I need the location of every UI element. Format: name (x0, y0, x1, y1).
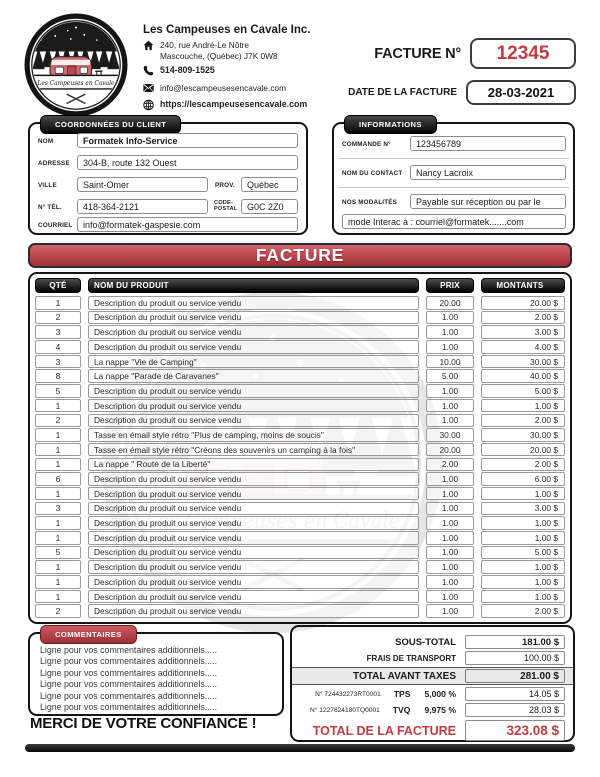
row-price: 1.00 (426, 546, 474, 560)
row-qty: 1 (35, 516, 81, 530)
table-row (35, 311, 565, 325)
table-row (35, 325, 565, 339)
row-product: Description du produit ou service vendu (88, 296, 419, 310)
row-qty: 1 (35, 560, 81, 574)
client-code-postal-field: G0C 2Z0 (241, 199, 298, 214)
comment-line: Ligne pour vos commentaires additionnels..... (40, 679, 218, 690)
row-price: 1.00 (426, 516, 474, 530)
comments-section-title: COMMENTAIRES (40, 625, 137, 644)
row-amount: 5.00 $ (481, 384, 565, 398)
row-qty: 2 (35, 604, 81, 618)
modalites-field-line2: mode Interac à : courriel@formatek.......com (342, 214, 566, 229)
table-row (35, 546, 565, 560)
company-email-row (143, 83, 358, 94)
row-product: Description du produit ou service vendu (88, 560, 419, 574)
row-product: Description du produit ou service vendu (88, 531, 419, 545)
transport-value: 100.00 $ (465, 651, 565, 665)
table-row (35, 516, 565, 530)
client-tel-label: N° TÉL. (38, 204, 62, 211)
grand-total-label: TOTAL DE LA FACTURE (312, 723, 456, 738)
grand-total-row (292, 720, 573, 741)
table-header-row (35, 278, 565, 293)
comment-line: Ligne pour vos commentaires additionnels..... (40, 690, 218, 701)
divider (338, 158, 569, 159)
sous-total-value: 181.00 $ (465, 635, 565, 649)
row-amount: 1.00 $ (481, 531, 565, 545)
comments-lines (40, 645, 272, 713)
row-product: Description du produit ou service vendu (88, 487, 419, 501)
tvq-rate: 9,975 % (424, 705, 456, 715)
row-qty: 2 (35, 311, 81, 325)
row-product: La nappe "Parade de Caravanes" (88, 369, 419, 383)
row-qty: 1 (35, 575, 81, 589)
row-qty: 1 (35, 443, 81, 457)
header-qty: QTÉ (35, 278, 81, 293)
client-adresse-label: ADRESSE (38, 160, 70, 167)
table-row (35, 296, 565, 310)
row-price: 1.00 (426, 531, 474, 545)
row-product: Tasse en émail style rétro "Créons des souvenirs un camping à la fois" (88, 443, 419, 457)
row-qty: 1 (35, 428, 81, 442)
tps-registration: N° 724432273RT0001 (315, 690, 381, 698)
row-product: Description du produit ou service vendu (88, 516, 419, 530)
divider (338, 187, 569, 188)
client-section-title: COORDONNÉES DU CLIENT (40, 115, 181, 134)
row-price: 10.00 (426, 355, 474, 369)
row-product: La nappe " Route de la Liberté" (88, 458, 419, 472)
client-nom-label: NOM (38, 138, 54, 145)
envelope-icon (143, 83, 154, 93)
tvq-value: 28.03 $ (465, 703, 565, 717)
avant-taxes-label: TOTAL AVANT TAXES (353, 670, 456, 682)
invoice-date-label: DATE DE LA FACTURE (348, 87, 457, 98)
invoice-meta (336, 38, 576, 116)
transport-label: FRAIS DE TRANSPORT (366, 653, 456, 663)
row-qty: 1 (35, 458, 81, 472)
client-code-postal-label: CODE- POSTAL (214, 200, 238, 212)
row-price: 30.00 (426, 428, 474, 442)
row-product: La nappe "Vie de Camping" (88, 355, 419, 369)
totals-box (290, 625, 575, 742)
commande-label: COMMANDE N° (342, 141, 391, 148)
table-row (35, 428, 565, 442)
row-amount: 5.00 $ (481, 546, 565, 560)
bottom-bar (25, 744, 575, 752)
row-amount: 2.00 $ (481, 414, 565, 428)
tvq-name: TVQ (392, 705, 411, 715)
table-row (35, 487, 565, 501)
row-price: 1.00 (426, 311, 474, 325)
client-adresse-field: 304-B, route 132 Ouest (77, 155, 298, 170)
table-row (35, 355, 565, 369)
table-row (35, 369, 565, 383)
row-price: 1.00 (426, 502, 474, 516)
row-price: 1.00 (426, 560, 474, 574)
contact-label: NOM DU CONTACT (342, 170, 403, 177)
table-row (35, 604, 565, 618)
facture-banner: FACTURE (28, 243, 572, 268)
row-amount: 3.00 $ (481, 502, 565, 516)
row-price: 1.00 (426, 414, 474, 428)
company-logo (24, 13, 128, 117)
table-row (35, 399, 565, 413)
row-qty: 6 (35, 472, 81, 486)
comment-line: Ligne pour vos commentaires additionnels..... (40, 667, 218, 678)
row-price: 5.00 (426, 369, 474, 383)
comments-box (28, 632, 284, 716)
informations-section-title: INFORMATIONS (344, 115, 437, 134)
row-amount: 40.00 $ (481, 369, 565, 383)
row-qty: 1 (35, 399, 81, 413)
row-amount: 2.00 $ (481, 604, 565, 618)
globe-icon (143, 99, 154, 111)
company-address-line2: Mascouche, (Québec) J7K 0W8 (160, 50, 278, 61)
row-product: Description du produit ou service vendu (88, 325, 419, 339)
row-product: Description du produit ou service vendu (88, 311, 419, 325)
table-row (35, 590, 565, 604)
row-qty: 3 (35, 502, 81, 516)
informations-box (332, 122, 575, 235)
modalites-label: NOS MODALITÉS (342, 199, 398, 206)
row-amount: 4.00 $ (481, 340, 565, 354)
row-qty: 4 (35, 340, 81, 354)
row-product: Description du produit ou service vendu (88, 384, 419, 398)
header-product: NOM DU PRODUIT (88, 278, 419, 293)
comment-line: Ligne pour vos commentaires additionnels..... (40, 645, 218, 655)
sous-total-label: SOUS-TOTAL (395, 636, 456, 648)
invoice-number-value: 12345 (470, 38, 576, 69)
row-amount: 6.00 $ (481, 472, 565, 486)
row-price: 2.00 (426, 458, 474, 472)
row-amount: 2.00 $ (481, 458, 565, 472)
tps-value: 14.05 $ (465, 687, 565, 701)
client-prov-field: Québec (241, 177, 298, 192)
row-product: Description du produit ou service vendu (88, 340, 419, 354)
tps-rate: 5,000 % (424, 689, 456, 699)
row-price: 1.00 (426, 590, 474, 604)
row-qty: 3 (35, 325, 81, 339)
commande-field: 123456789 (410, 136, 566, 151)
row-price: 1.00 (426, 384, 474, 398)
table-row (35, 575, 565, 589)
row-amount: 1.00 $ (481, 560, 565, 574)
row-price: 1.00 (426, 487, 474, 501)
invoice-date-value: 28-03-2021 (466, 80, 576, 105)
modalites-field-line1: Payable sur réception ou par le (410, 194, 566, 209)
client-courriel-field: info@formatek-gaspesie.com (77, 217, 298, 232)
client-tel-field: 418-364-2121 (77, 199, 208, 214)
row-amount: 1.00 $ (481, 516, 565, 530)
table-row (35, 443, 565, 457)
row-price: 1.00 (426, 575, 474, 589)
tps-row (292, 687, 573, 701)
client-ville-label: VILLE (38, 182, 57, 189)
table-row (35, 414, 565, 428)
row-product: Description du produit ou service vendu (88, 399, 419, 413)
row-qty: 5 (35, 384, 81, 398)
row-qty: 1 (35, 296, 81, 310)
grand-total-value: 323.08 $ (465, 720, 565, 741)
company-info (143, 24, 358, 115)
row-qty: 3 (35, 355, 81, 369)
tps-name: TPS (393, 689, 411, 699)
company-address-row (143, 40, 358, 61)
row-amount: 2.00 $ (481, 311, 565, 325)
header-price: PRIX (426, 278, 474, 293)
comment-line: Ligne pour vos commentaires additionnels..... (40, 656, 218, 667)
sous-total-row (292, 635, 573, 649)
avant-taxes-row (292, 667, 573, 685)
row-product: Description du produit ou service vendu (88, 414, 419, 428)
table-row (35, 340, 565, 354)
table-row (35, 458, 565, 472)
invoice-number-label: FACTURE N° (374, 45, 461, 62)
table-row (35, 384, 565, 398)
row-amount: 3.00 $ (481, 325, 565, 339)
row-qty: 5 (35, 546, 81, 560)
client-box (28, 122, 308, 235)
avant-taxes-value: 281.00 $ (465, 669, 565, 683)
tvq-registration: N° 1227624180TQ0001 (310, 706, 380, 714)
row-product: Description du produit ou service vendu (88, 472, 419, 486)
row-product: Description du produit ou service vendu (88, 546, 419, 560)
row-amount: 1.00 $ (481, 487, 565, 501)
row-price: 20.00 (426, 443, 474, 457)
row-price: 1.00 (426, 325, 474, 339)
tvq-row (292, 703, 573, 717)
transport-row (292, 651, 573, 665)
table-row (35, 560, 565, 574)
table-row (35, 502, 565, 516)
row-price: 1.00 (426, 604, 474, 618)
company-email: info@lescampeusesencavale.com (160, 83, 287, 93)
row-price: 1.00 (426, 340, 474, 354)
phone-icon (143, 65, 154, 76)
thanks-message: MERCI DE VOTRE CONFIANCE ! (30, 715, 257, 732)
table-row (35, 531, 565, 545)
row-product: Tasse en émail style rétro "Plus de camping, moins de soucis" (88, 428, 419, 442)
contact-field: Nancy Lacroix (410, 165, 566, 180)
client-prov-label: PROV. (215, 182, 236, 189)
row-amount: 20.00 $ (481, 296, 565, 310)
header-amount: MONTANTS (481, 278, 565, 293)
row-product: Description du produit ou service vendu (88, 575, 419, 589)
row-amount: 20.00 $ (481, 443, 565, 457)
row-price: 1.00 (426, 472, 474, 486)
client-nom-field: Formatek Info-Service (77, 133, 298, 148)
company-phone-row (143, 65, 358, 76)
row-amount: 1.00 $ (481, 590, 565, 604)
company-website-row (143, 99, 358, 111)
company-name: Les Campeuses en Cavale Inc. (143, 24, 311, 36)
row-price: 1.00 (426, 399, 474, 413)
row-product: Description du produit ou service vendu (88, 604, 419, 618)
row-qty: 1 (35, 590, 81, 604)
row-qty: 1 (35, 531, 81, 545)
client-ville-field: Saint-Omer (77, 177, 208, 192)
row-amount: 1.00 $ (481, 399, 565, 413)
row-qty: 8 (35, 369, 81, 383)
row-amount: 30.00 $ (481, 428, 565, 442)
company-phone: 514-809-1525 (160, 65, 215, 75)
row-price: 20.00 (426, 296, 474, 310)
invoice-table-body (35, 296, 565, 618)
row-qty: 1 (35, 487, 81, 501)
table-row (35, 472, 565, 486)
row-product: Description du produit ou service vendu (88, 502, 419, 516)
row-product: Description du produit ou service vendu (88, 590, 419, 604)
items-table (28, 272, 572, 624)
client-courriel-label: COURRIEL (38, 222, 73, 229)
row-amount: 30.00 $ (481, 355, 565, 369)
company-website: https://lescampeusesencavale.com (160, 98, 308, 109)
company-address-line1: 240, rue André-Le Nôtre (160, 40, 250, 50)
comment-line: Ligne pour vos commentaires additionnels..... (40, 702, 218, 713)
row-amount: 1.00 $ (481, 575, 565, 589)
home-icon (143, 40, 154, 51)
row-qty: 2 (35, 414, 81, 428)
